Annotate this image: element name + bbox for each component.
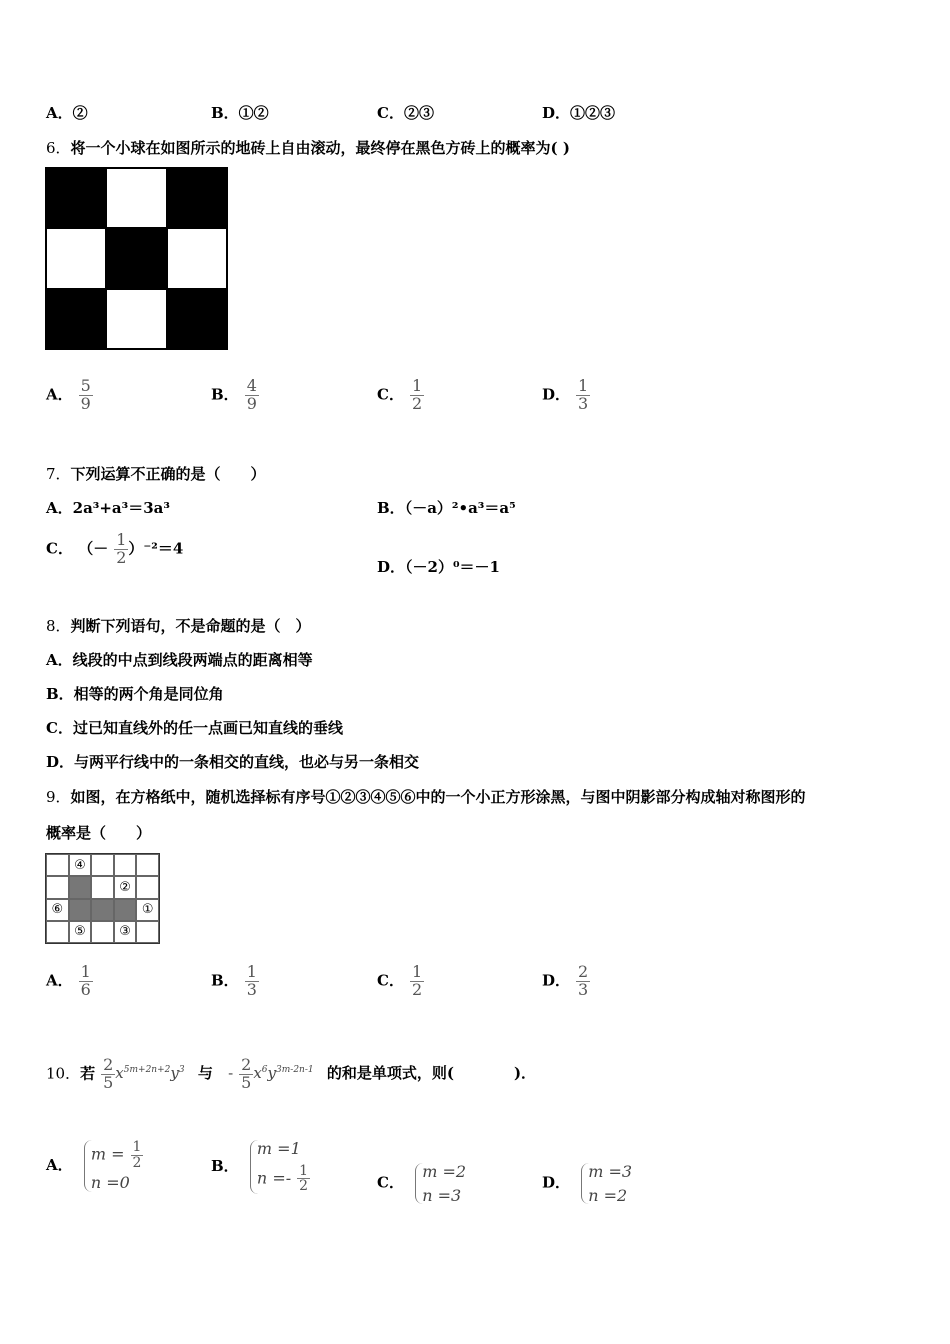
option-expression: 2a³+a³＝3a³ xyxy=(72,499,170,517)
fraction xyxy=(79,964,93,999)
grid-cell-5: ⑤ xyxy=(69,921,92,943)
numerator: 1 xyxy=(299,1162,309,1179)
equation-m xyxy=(91,1140,144,1170)
option-label: A． xyxy=(46,1155,73,1174)
q8-number: 8． xyxy=(46,617,71,635)
exponent: 5m+2n+2 xyxy=(123,1065,171,1076)
denominator: 6 xyxy=(80,979,91,999)
equation-system xyxy=(84,1140,144,1192)
option-label: A． xyxy=(46,499,73,517)
option-label: D． xyxy=(542,385,571,404)
fraction xyxy=(297,1164,310,1194)
option-label: C． xyxy=(377,971,404,990)
q5-option-c: C．②③ xyxy=(377,104,434,122)
q7-option-b xyxy=(377,497,516,518)
q10-stem xyxy=(46,1057,536,1092)
grid-cell-shaded xyxy=(114,899,137,921)
q5-option-a: A．② xyxy=(46,104,88,122)
q9-text: 如图，在方格纸中，随机选择标有序号①②③④⑤⑥中的一个小正方形涂黑，与图中阴影部分构成轴对称图形的 xyxy=(70,788,806,806)
option-label: D． xyxy=(377,558,406,576)
option-label: C． xyxy=(377,385,404,404)
q8-text: 判断下列语句，不是命题的是（ ） xyxy=(70,617,311,635)
grid-cell xyxy=(91,854,114,876)
numerator: 1 xyxy=(116,530,127,549)
fraction xyxy=(245,378,259,413)
option-label: D． xyxy=(542,1173,571,1192)
denominator: 2 xyxy=(132,1154,142,1171)
q10-fraction-1 xyxy=(101,1057,115,1092)
option-label: C． xyxy=(377,1173,404,1192)
grid-cell xyxy=(91,921,114,943)
var-x: x xyxy=(253,1064,262,1083)
denominator: 3 xyxy=(578,979,589,999)
tile-white xyxy=(46,228,106,288)
equation-system xyxy=(415,1163,466,1204)
grid-cell-shaded xyxy=(91,899,114,921)
option-label: B． xyxy=(377,499,405,517)
m-equals: m = xyxy=(90,1144,125,1164)
q7-number: 7． xyxy=(46,465,71,483)
equation-m: m =3 xyxy=(588,1162,633,1181)
denominator: 2 xyxy=(299,1178,309,1195)
grid-cell xyxy=(136,854,159,876)
q6-option-c xyxy=(377,378,424,413)
denominator: 3 xyxy=(246,979,257,999)
q6-stem xyxy=(46,137,570,158)
q6-text: 将一个小球在如图所示的地砖上自由滚动，最终停在黑色方砖上的概率为( ) xyxy=(70,139,570,157)
grid-cell-2: ② xyxy=(114,876,137,898)
q9-option-b xyxy=(211,964,259,999)
numerator: 1 xyxy=(132,1139,142,1155)
equation-system xyxy=(581,1163,632,1204)
q8-stem xyxy=(46,615,311,636)
tile-white xyxy=(106,289,166,349)
q8-option-a: A．线段的中点到线段两端点的距离相等 xyxy=(46,651,313,669)
q9-grid-figure xyxy=(45,853,160,944)
var-y: y xyxy=(170,1064,179,1083)
denominator: 5 xyxy=(241,1072,252,1092)
numerator: 2 xyxy=(241,1055,252,1074)
q10-term-2 xyxy=(253,1064,313,1082)
q6-checkerboard-figure xyxy=(45,167,228,350)
denominator: 2 xyxy=(411,393,423,413)
fraction xyxy=(245,964,259,999)
grid-cell-1: ① xyxy=(136,899,159,921)
grid-cell xyxy=(91,876,114,898)
q5-option-d: D．①②③ xyxy=(542,104,616,122)
numerator: 5 xyxy=(80,376,91,395)
q6-option-d xyxy=(542,378,590,413)
q10-negative-sign: - xyxy=(228,1064,234,1083)
q7-option-d xyxy=(377,556,500,577)
exponent: 6 xyxy=(261,1065,268,1076)
denominator: 2 xyxy=(411,979,423,999)
fraction xyxy=(79,378,93,413)
denominator: 5 xyxy=(103,1072,114,1092)
equation-m: m =2 xyxy=(422,1162,467,1181)
numerator: 2 xyxy=(103,1055,114,1074)
q10-term-1 xyxy=(115,1064,184,1082)
numerator: 1 xyxy=(80,962,91,981)
numerator: 2 xyxy=(578,962,589,981)
grid-cell xyxy=(136,921,159,943)
tile-black xyxy=(106,228,166,288)
q6-option-a xyxy=(46,378,93,413)
denominator: 9 xyxy=(80,393,91,413)
q6-number: 6． xyxy=(46,139,71,157)
grid-cell xyxy=(114,854,137,876)
fraction xyxy=(114,532,128,567)
denominator: 3 xyxy=(578,393,589,413)
q9-stem-line1 xyxy=(46,786,806,807)
grid-cell-6: ⑥ xyxy=(46,899,69,921)
n-equals: n =- xyxy=(256,1168,292,1188)
q9-number: 9． xyxy=(46,788,71,806)
exponent: 3 xyxy=(178,1065,185,1076)
q9-option-a xyxy=(46,964,93,999)
option-label: A． xyxy=(46,971,73,990)
grid-cell xyxy=(46,854,69,876)
fraction xyxy=(576,964,590,999)
option-expression: （－a）²•a³＝a⁵ xyxy=(404,499,516,517)
numerator: 1 xyxy=(578,376,589,395)
grid-cell-3: ③ xyxy=(114,921,137,943)
option-label: B． xyxy=(211,385,239,404)
option-expression-prefix: （－ xyxy=(78,539,109,558)
grid-cell-4: ④ xyxy=(69,854,92,876)
equation-n: n =0 xyxy=(90,1173,130,1193)
q8-option-c: C．过已知直线外的任一点画已知直线的垂线 xyxy=(46,719,343,737)
fraction xyxy=(410,378,424,413)
q8-option-d: D．与两平行线中的一条相交的直线，也必与另一条相交 xyxy=(46,753,420,771)
tile-white xyxy=(106,168,166,228)
numerator: 1 xyxy=(411,962,423,981)
q9-option-d xyxy=(542,964,590,999)
fraction xyxy=(576,378,590,413)
grid-cell xyxy=(46,921,69,943)
grid-cell-shaded xyxy=(69,876,92,898)
equation-n: n =3 xyxy=(422,1185,462,1205)
q8-option-b: B．相等的两个角是同位角 xyxy=(46,685,224,703)
tile-white xyxy=(167,228,227,288)
q7-option-c xyxy=(46,532,183,567)
tile-black xyxy=(167,289,227,349)
tile-black xyxy=(46,289,106,349)
tile-black xyxy=(167,168,227,228)
grid-cell xyxy=(136,876,159,898)
option-label: B． xyxy=(211,1156,239,1175)
option-label: D． xyxy=(542,971,571,990)
q10-option-b xyxy=(211,1140,310,1194)
q10-fraction-2 xyxy=(239,1057,253,1092)
q10-yu: 与 xyxy=(197,1064,213,1083)
equation-n xyxy=(257,1164,310,1194)
q9-option-c xyxy=(377,964,424,999)
fraction xyxy=(410,964,424,999)
option-expression-suffix: ）⁻²＝4 xyxy=(128,539,184,558)
q10-ruo: 若 xyxy=(80,1064,96,1083)
q10-number: 10． xyxy=(46,1064,81,1083)
numerator: 1 xyxy=(411,376,423,395)
q10-tail: 的和是单项式，则( )． xyxy=(326,1064,537,1083)
tile-black xyxy=(46,168,106,228)
grid-cell-shaded xyxy=(69,899,92,921)
denominator: 9 xyxy=(246,393,257,413)
q9-stem-line2: 概率是（ ） xyxy=(46,824,152,842)
denominator: 2 xyxy=(116,547,127,567)
option-expression: （－2）⁰＝－1 xyxy=(405,558,500,576)
option-label: C． xyxy=(46,539,73,558)
q7-option-a xyxy=(46,497,170,518)
option-label: B． xyxy=(211,971,239,990)
q7-text: 下列运算不正确的是（ ） xyxy=(70,465,266,483)
equation-system xyxy=(250,1140,310,1194)
numerator: 4 xyxy=(246,376,257,395)
exponent: 3m-2n-1 xyxy=(276,1065,314,1076)
q7-stem xyxy=(46,463,266,484)
var-x: x xyxy=(115,1064,124,1083)
q5-option-b: B．①② xyxy=(211,104,269,122)
q10-option-d xyxy=(542,1163,632,1204)
var-y: y xyxy=(267,1064,277,1083)
equation-m: m =1 xyxy=(256,1139,301,1158)
equation-n: n =2 xyxy=(588,1185,628,1205)
fraction xyxy=(131,1140,144,1170)
grid-cell xyxy=(46,876,69,898)
q10-option-a xyxy=(46,1140,143,1192)
numerator: 1 xyxy=(246,962,257,981)
q10-option-c xyxy=(377,1163,466,1204)
q6-option-b xyxy=(211,378,259,413)
option-label: A． xyxy=(46,385,73,404)
